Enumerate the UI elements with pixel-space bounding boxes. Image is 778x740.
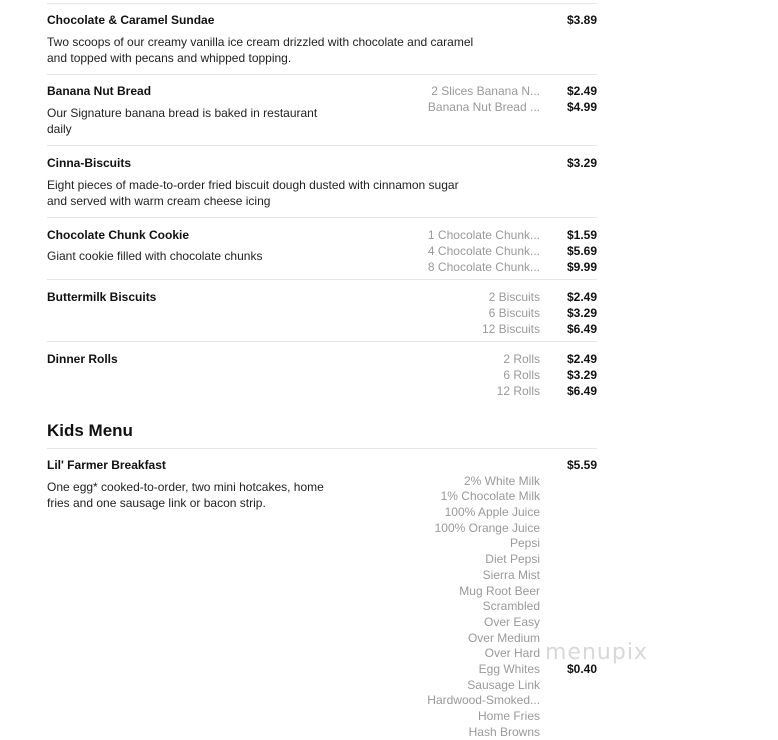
item-option: Over Hard [484,646,540,661]
item-price: $4.99 [566,100,597,114]
item-name: Banana Nut Bread [47,84,152,98]
item-price: $0.40 [566,662,597,676]
item-price: $2.49 [566,352,597,366]
item-option: Pepsi [509,536,540,551]
item-price: $2.49 [566,84,597,98]
item-name: Cinna-Biscuits [47,156,132,170]
item-option: Home Fries [477,709,540,724]
item-option: 4 Chocolate Chunk... [427,244,540,258]
item-option: 8 Chocolate Chunk... [427,260,540,274]
item-divider [47,74,597,75]
item-option: 12 Rolls [496,384,540,398]
item-option: Over Medium [467,630,540,645]
item-description: fries and one sausage link or bacon strip. [47,496,266,510]
item-description: One egg* cooked-to-order, two mini hotcakes, home [47,480,324,494]
item-option: 2 Slices Banana N... [431,84,540,98]
item-description: Eight pieces of made-to-order fried biscuit dough dusted with cinnamon sugar [47,178,459,192]
watermark-logo: menupix [545,640,648,665]
item-price: $3.29 [566,368,597,382]
item-option: Hash Browns [468,724,540,739]
item-name: Lil' Farmer Breakfast [47,458,166,472]
item-option: Scrambled [482,599,540,614]
item-divider [47,341,597,342]
item-option: 1% Chocolate Milk [440,489,540,504]
item-option: Sierra Mist [482,567,540,582]
item-option: 6 Rolls [503,368,540,382]
item-divider [47,279,597,280]
item-option: 100% Orange Juice [434,520,540,535]
item-price: $5.59 [566,458,597,472]
item-divider [47,217,597,218]
item-option: 6 Biscuits [488,306,540,320]
item-option: 1 Chocolate Chunk... [427,228,540,242]
item-price: $3.29 [566,156,597,170]
item-price: $9.99 [566,260,597,274]
item-option: 2 Biscuits [488,290,540,304]
item-option: 100% Apple Juice [444,505,540,519]
item-price: $2.49 [566,290,597,304]
section-divider [47,448,597,449]
item-option: Egg Whites [478,662,540,676]
item-option: Sausage Link [467,677,540,692]
item-description: Our Signature banana bread is baked in restaurant [47,106,318,120]
item-option: Mug Root Beer [459,583,540,598]
item-description: and topped with pecans and whipped topping. [47,51,292,65]
item-price: $1.59 [566,228,597,242]
item-price: $5.69 [566,244,597,258]
item-price: $3.29 [566,306,597,320]
item-description: Two scoops of our creamy vanilla ice cream drizzled with chocolate and caramel [47,35,474,49]
item-name: Dinner Rolls [47,352,118,366]
item-description: daily [47,122,72,136]
item-description: and served with warm cream cheese icing [47,194,271,208]
item-price: $6.49 [566,384,597,398]
section-title-kids-menu: Kids Menu [47,421,133,440]
item-option: 2 Rolls [503,352,540,366]
item-name: Chocolate Chunk Cookie [47,228,190,242]
item-price: $3.89 [566,13,597,27]
top-divider [47,3,597,4]
item-option: 2% White Milk [463,473,540,488]
item-divider [47,145,597,146]
item-price: $6.49 [566,322,597,336]
item-description: Giant cookie filled with chocolate chunks [47,249,263,263]
item-option: Over Easy [483,614,540,629]
item-name: Buttermilk Biscuits [47,290,157,304]
item-option: 12 Biscuits [481,322,540,336]
item-option: Diet Pepsi [485,552,540,567]
item-name: Chocolate & Caramel Sundae [47,13,215,27]
item-option: Hardwood-Smoked... [427,693,540,708]
item-option: Banana Nut Bread ... [427,100,540,114]
